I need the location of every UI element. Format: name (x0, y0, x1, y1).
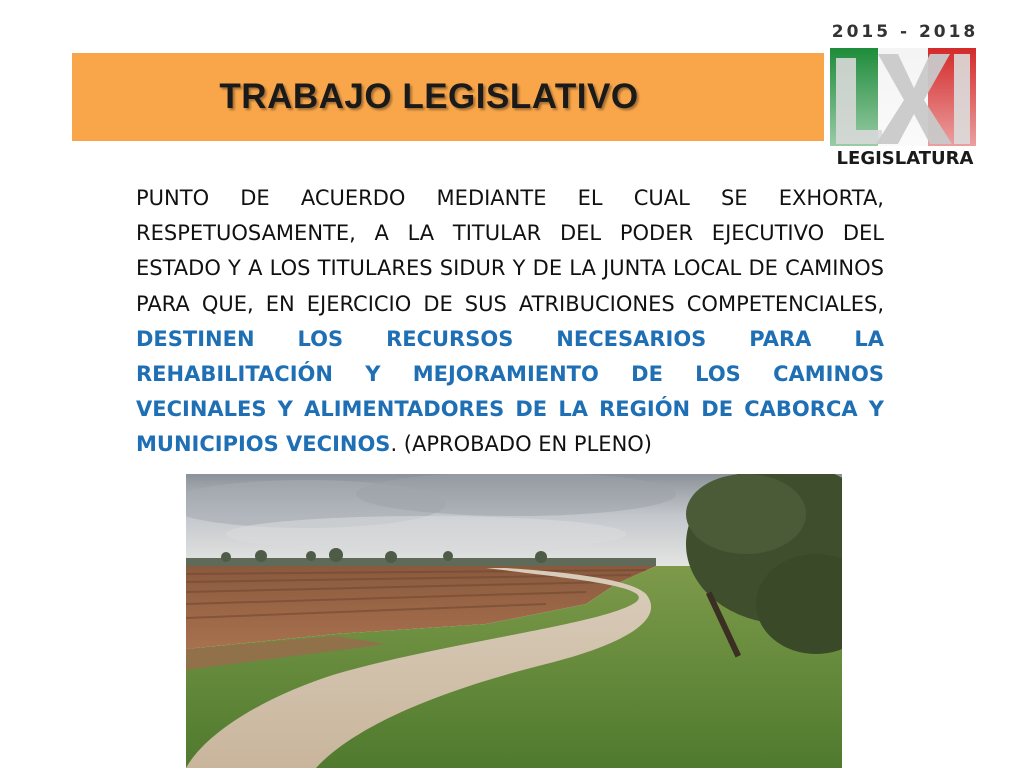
logo-flag-emblem (830, 48, 976, 161)
agreement-outro: . (APROBADO EN PLENO) (390, 432, 652, 457)
rural-road-illustration (186, 474, 842, 768)
agreement-text (136, 181, 884, 463)
legislatura-logo (826, 20, 984, 172)
slide-title: TRABAJO LEGISLATIVO (219, 77, 639, 116)
logo-years: 2015 - 2018 (831, 22, 979, 42)
agreement-highlight: DESTINEN LOS RECURSOS NECESARIOS PARA LA REHABILITACIÓN Y MEJORAMIENTO DE LOS CAMINOS VECINALES Y ALIMENTADORES DE LA REGIÓN DE CABORCA Y MUNICIPIOS VECINOS (136, 326, 884, 457)
rural-road-photo (186, 474, 842, 768)
logo-name: LEGISLATURA (836, 148, 974, 169)
agreement-intro: PUNTO DE ACUERDO MEDIANTE EL CUAL SE EXHORTA, RESPETUOSAMENTE, A LA TITULAR DEL PODER EJECUTIVO DEL ESTADO Y A LOS TITULARES SIDUR Y DE LA JUNTA LOCAL DE CAMINOS PARA QUE, EN EJERCICIO DE SUS ATRIBUCIONES COMPETENCIALES, (136, 186, 884, 316)
